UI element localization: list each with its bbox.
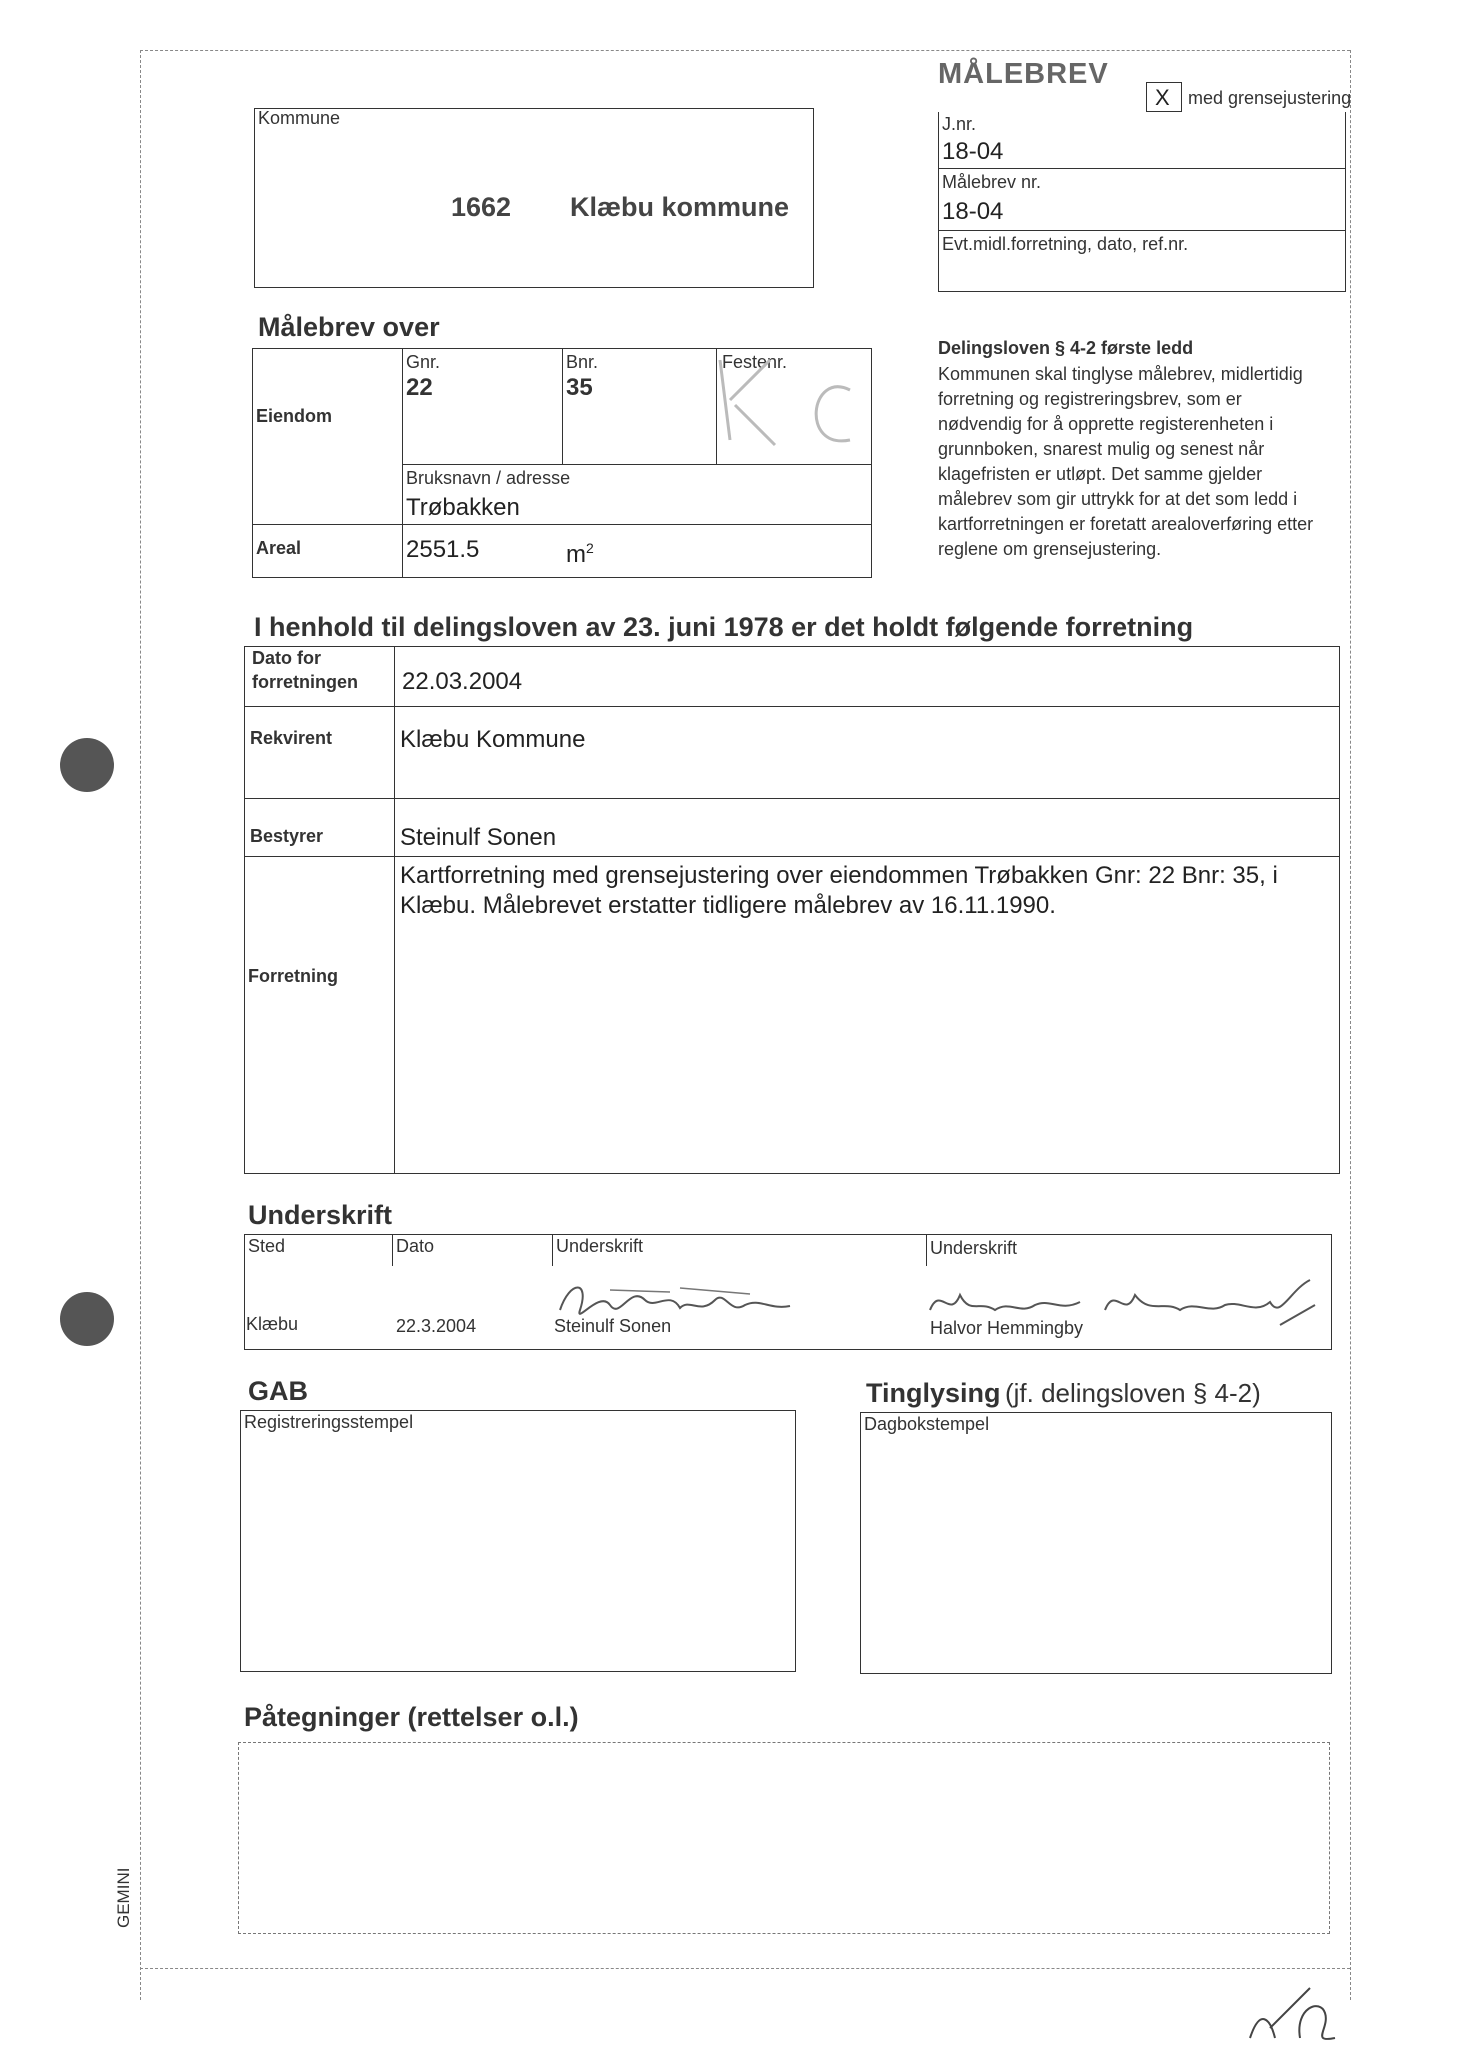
sted-label: Sted — [248, 1236, 286, 1256]
malebrev-over-heading: Målebrev over — [258, 312, 440, 342]
punch-hole-bottom — [60, 1292, 114, 1346]
areal-unit — [566, 540, 594, 569]
divider — [244, 706, 1340, 707]
dato-signature-label: Dato — [396, 1236, 435, 1256]
malebrev-nr-label: Målebrev nr. — [942, 172, 1042, 192]
kommune-number: 1662 — [451, 192, 512, 222]
rekvirent-label: Rekvirent — [250, 728, 333, 748]
left-border — [140, 50, 141, 2000]
forretning-line-2: Klæbu. Målebrevet erstatter tidligere målebrev av 16.11.1990. — [400, 892, 1056, 919]
bnr-value: 35 — [566, 374, 593, 401]
top-border — [140, 50, 1350, 51]
midl-forretning-label: Evt.midl.forretning, dato, ref.nr. — [942, 234, 1189, 254]
gab-stamp-box — [240, 1410, 796, 1672]
note-line-8: reglene om grensejustering. — [938, 539, 1162, 559]
dato-label-2: forretningen — [252, 672, 358, 692]
sted-value: Klæbu — [246, 1314, 299, 1334]
right-border — [1350, 50, 1351, 2000]
jnr-value: 18-04 — [942, 138, 1004, 165]
areal-unit-exponent: 2 — [586, 540, 594, 556]
checkbox-label: med grensejustering — [1188, 88, 1352, 108]
checkbox-mark: X — [1155, 85, 1170, 110]
bestyrer-value: Steinulf Sonen — [400, 824, 557, 851]
initials-scribble — [1240, 1968, 1350, 2048]
note-line-4: grunnboken, snarest mulig og senest når — [938, 439, 1265, 459]
margin-text: GEMINI — [114, 1867, 133, 1928]
faint-stamp-mark — [700, 350, 900, 470]
dato-label-1: Dato for — [252, 648, 321, 668]
divider — [552, 1234, 553, 1266]
bottom-border — [140, 1968, 1350, 1969]
document-title: MÅLEBREV — [938, 58, 1109, 90]
note-line-5: klagefristen er utløpt. Det samme gjelder — [938, 464, 1263, 484]
jnr-label: J.nr. — [942, 114, 977, 134]
bestyrer-label: Bestyrer — [250, 826, 324, 846]
rekvirent-value: Klæbu Kommune — [400, 726, 586, 753]
note-line-2: forretning og registreringsbrev, som er — [938, 389, 1242, 409]
areal-unit-base: m — [566, 541, 586, 568]
divider — [562, 348, 563, 464]
divider — [244, 856, 1340, 857]
kommune-name: Klæbu kommune — [570, 192, 790, 222]
divider — [244, 798, 1340, 799]
gnr-label: Gnr. — [406, 352, 441, 372]
forretning-label: Forretning — [248, 966, 338, 986]
note-line-7: kartforretningen er foretatt arealoverføring etter — [938, 514, 1314, 534]
kommune-label: Kommune — [258, 108, 341, 128]
underskrift-label-2: Underskrift — [930, 1238, 1018, 1258]
dato-signature-value: 22.3.2004 — [396, 1316, 477, 1336]
forretning-heading: I henhold til delingsloven av 23. juni 1978 er det holdt følgende forretning — [254, 612, 1194, 642]
underskrift-heading: Underskrift — [248, 1200, 393, 1230]
gab-heading: GAB — [248, 1376, 308, 1406]
note-line-6: målebrev som gir uttrykk for at det som ledd i — [938, 489, 1298, 509]
note-line-1: Kommunen skal tinglyse målebrev, midlertidig — [938, 364, 1303, 384]
grensejustering-checkbox[interactable] — [1146, 82, 1182, 112]
divider — [926, 1234, 927, 1266]
divider — [394, 646, 395, 1174]
divider — [252, 524, 872, 525]
bnr-label: Bnr. — [566, 352, 599, 372]
bruksnavn-value: Trøbakken — [406, 494, 520, 521]
tinglysing-title: Tinglysing — [866, 1378, 1001, 1408]
tinglysing-stamp-label: Dagbokstempel — [864, 1414, 990, 1434]
note-line-3: nødvendig for å opprette registerenheten i — [938, 414, 1274, 434]
punch-hole-top — [60, 738, 114, 792]
bruksnavn-label: Bruksnavn / adresse — [406, 468, 571, 488]
tinglysing-suffix: (jf. delingsloven § 4-2) — [1004, 1378, 1261, 1408]
underskrift-label-1: Underskrift — [556, 1236, 644, 1256]
tinglysing-stamp-box — [860, 1412, 1332, 1674]
divider — [402, 348, 403, 578]
festenr-label: Festenr. — [722, 352, 788, 372]
delingsloven-title: Delingsloven § 4-2 første ledd — [938, 338, 1194, 358]
divider — [938, 230, 1346, 231]
tinglysing-heading — [866, 1378, 1261, 1409]
pategninger-heading: Påtegninger (rettelser o.l.) — [244, 1702, 579, 1732]
forretning-line-1: Kartforretning med grensejustering over eiendommen Trøbakken Gnr: 22 Bnr: 35, i — [400, 862, 1278, 889]
divider — [392, 1234, 393, 1266]
gnr-value: 22 — [406, 374, 433, 401]
signer-1: Steinulf Sonen — [554, 1316, 672, 1336]
divider — [938, 168, 1346, 169]
pategninger-box — [238, 1742, 1330, 1934]
areal-label: Areal — [256, 538, 302, 558]
dato-value: 22.03.2004 — [402, 668, 523, 695]
areal-value: 2551.5 — [406, 536, 480, 563]
signer-2: Halvor Hemmingby — [930, 1318, 1084, 1338]
malebrev-nr-value: 18-04 — [942, 198, 1004, 225]
eiendom-label: Eiendom — [256, 406, 333, 426]
gab-stamp-label: Registreringsstempel — [244, 1412, 414, 1432]
